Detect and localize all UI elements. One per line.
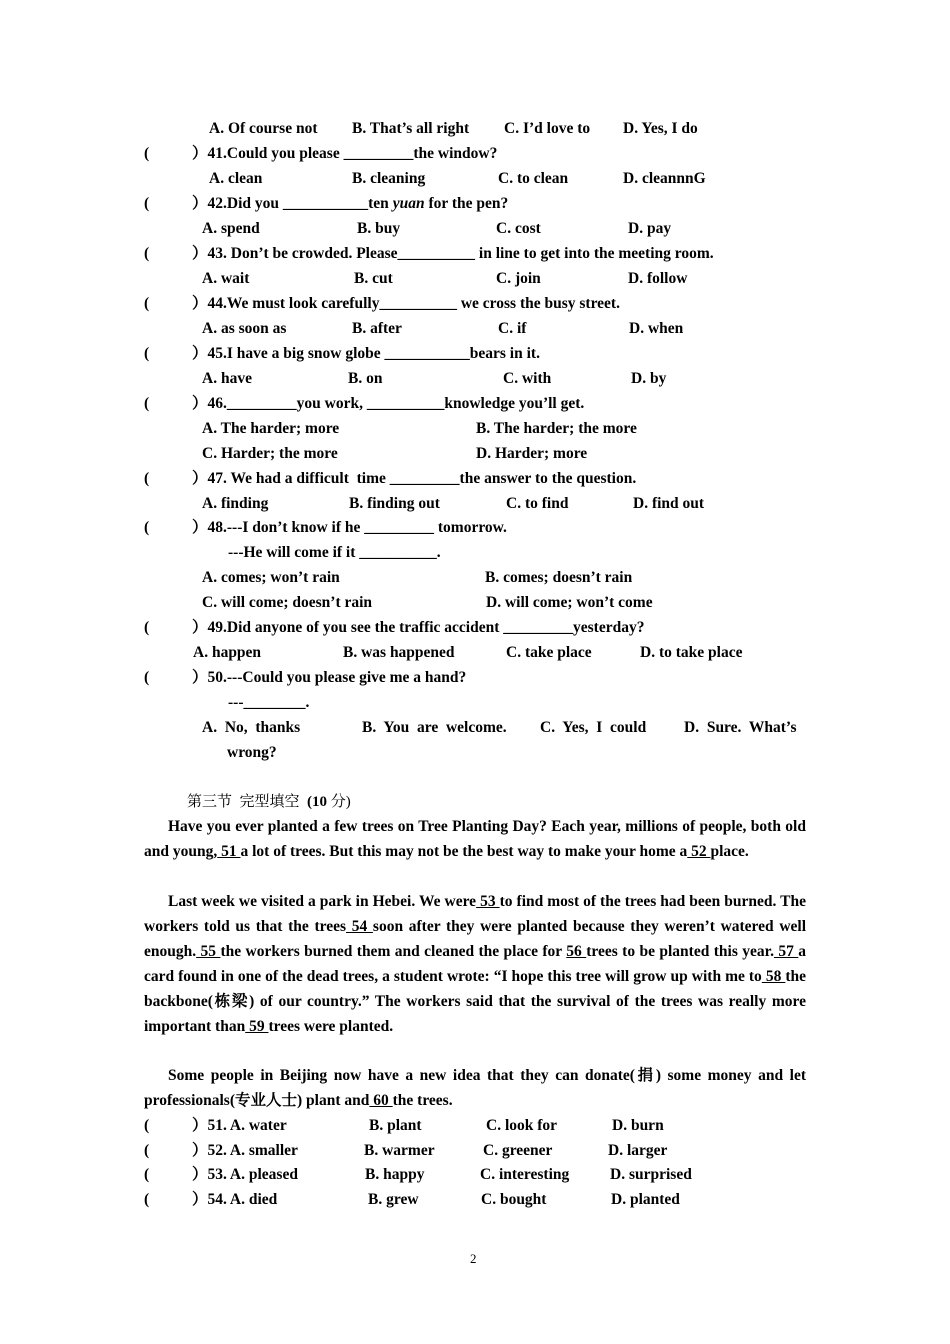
q52-option-b: B. warmer bbox=[364, 1142, 435, 1159]
q50-paren: ( bbox=[144, 669, 150, 686]
blank-54: 54 bbox=[346, 918, 373, 935]
q47-option-b: B. finding out bbox=[349, 495, 440, 512]
q42-option-b: B. buy bbox=[357, 220, 401, 237]
cloze-paragraph-2: Last week we visited a park in Hebei. We were 53 to find most of the trees had been burned. The workers told us that the trees 54 soon after they were planted because they weren’t watered well enough. 55 the workers burned them and cleaned the place for 56 trees to be planted this year. 57 a card found in one of the dead trees, a student wrote: “I hope this tree will grow up with me to 58 the backbone(栋梁) of our country.” The workers said that the survival of the trees was really more important than 59 trees were planted. bbox=[144, 893, 807, 1035]
q43-option-c: C. join bbox=[496, 270, 541, 287]
q40-option-a: A. Of course not bbox=[209, 120, 318, 137]
q46-option-d: D. Harder; more bbox=[476, 445, 588, 462]
q49-option-d: D. to take place bbox=[640, 644, 743, 661]
q54-paren: ( bbox=[144, 1191, 150, 1208]
blank-57: 57 bbox=[773, 943, 799, 960]
q46-option-c: C. Harder; the more bbox=[202, 445, 338, 462]
q50-option-c: C. Yes, I could bbox=[540, 719, 647, 736]
q42-stem: ）42.Did you ___________ten yuan for the pen? bbox=[192, 195, 509, 212]
q46-stem: ）46._________you work, __________knowledge you’ll get. bbox=[192, 395, 585, 412]
q40-option-c: C. I’d love to bbox=[504, 120, 591, 137]
q48-option-a: A. comes; won’t rain bbox=[202, 569, 340, 586]
q45-option-c: C. with bbox=[503, 370, 552, 387]
q41-option-a: A. clean bbox=[209, 170, 263, 187]
q49-option-c: C. take place bbox=[506, 644, 592, 661]
q53-paren: ( bbox=[144, 1166, 150, 1183]
q41-option-d: D. cleannnG bbox=[623, 170, 706, 187]
blank-59: 59 bbox=[245, 1018, 269, 1035]
q44-stem: ）44.We must look carefully__________ we cross the busy street. bbox=[192, 295, 620, 312]
q40-option-b: B. That’s all right bbox=[352, 120, 470, 137]
q51-option-b: B. plant bbox=[369, 1117, 422, 1134]
blank-60: 60 bbox=[369, 1092, 393, 1109]
q45-paren: ( bbox=[144, 345, 150, 362]
page-number: 2 bbox=[470, 1251, 477, 1266]
q46-paren: ( bbox=[144, 395, 150, 412]
q49-option-b: B. was happened bbox=[343, 644, 455, 661]
cloze-paragraph-3: Some people in Beijing now have a new idea that they can donate(捐) some money and let professionals(专业人士) plant and 60 the trees. bbox=[144, 1067, 806, 1109]
q48-paren: ( bbox=[144, 519, 150, 536]
q46-option-a: A. The harder; more bbox=[202, 420, 340, 437]
q41-stem: ）41.Could you please _________the window? bbox=[192, 145, 498, 162]
q47-option-c: C. to find bbox=[506, 495, 569, 512]
q44-option-b: B. after bbox=[352, 320, 402, 337]
q50-option-d-wrap: wrong? bbox=[227, 744, 277, 761]
q41-option-c: C. to clean bbox=[498, 170, 569, 187]
q42-option-d: D. pay bbox=[628, 220, 672, 237]
q52-paren: ( bbox=[144, 1142, 150, 1159]
q54-option-c: C. bought bbox=[481, 1191, 547, 1208]
q54-option-d: D. planted bbox=[611, 1191, 680, 1208]
q50-stem-2: ---________. bbox=[228, 694, 310, 711]
q42-option-c: C. cost bbox=[496, 220, 541, 237]
q51-option-d: D. burn bbox=[612, 1117, 664, 1134]
q44-option-a: A. as soon as bbox=[202, 320, 287, 337]
q44-option-c: C. if bbox=[498, 320, 527, 337]
q51-paren: ( bbox=[144, 1117, 150, 1134]
q42-option-a: A. spend bbox=[202, 220, 260, 237]
q41-paren: ( bbox=[144, 145, 150, 162]
q50-stem: ）50.---Could you please give me a hand? bbox=[192, 669, 467, 686]
q44-option-d: D. when bbox=[629, 320, 684, 337]
q53-option-d: D. surprised bbox=[610, 1166, 692, 1183]
blank-51: 51 bbox=[217, 843, 241, 860]
q48-option-b: B. comes; doesn’t rain bbox=[485, 569, 633, 586]
q54-option-a: ）54. A. died bbox=[192, 1191, 278, 1208]
q41-option-b: B. cleaning bbox=[352, 170, 426, 187]
q51-option-c: C. look for bbox=[486, 1117, 558, 1134]
q43-paren: ( bbox=[144, 245, 150, 262]
blank-52: 52 bbox=[687, 843, 711, 860]
q43-option-b: B. cut bbox=[354, 270, 393, 287]
q53-option-a: ）53. A. pleased bbox=[192, 1166, 298, 1183]
cloze-paragraph-1: Have you ever planted a few trees on Tree Planting Day? Each year, millions of people, both old and young, 51 a lot of trees. But this may not be the best way to make your home a 52 place. bbox=[144, 818, 806, 860]
q48-option-d: D. will come; won’t come bbox=[486, 594, 653, 611]
q47-stem: ）47. We had a difficult time _________the answer to the question. bbox=[192, 470, 637, 487]
q52-option-d: D. larger bbox=[608, 1142, 668, 1159]
q45-option-b: B. on bbox=[348, 370, 383, 387]
q45-option-a: A. have bbox=[202, 370, 252, 387]
q50-option-d: D. Sure. What’s bbox=[684, 719, 797, 736]
q43-stem: ）43. Don’t be crowded. Please__________ in line to get into the meeting room. bbox=[192, 245, 714, 262]
q53-option-b: B. happy bbox=[365, 1166, 425, 1183]
q49-option-a: A. happen bbox=[193, 644, 262, 661]
q43-option-a: A. wait bbox=[202, 270, 250, 287]
q45-option-d: D. by bbox=[631, 370, 667, 387]
q49-stem: ）49.Did anyone of you see the traffic accident _________yesterday? bbox=[192, 619, 645, 636]
q48-stem: ）48.---I don’t know if he _________ tomorrow. bbox=[192, 519, 507, 536]
q43-option-d: D. follow bbox=[628, 270, 688, 287]
q49-paren: ( bbox=[144, 619, 150, 636]
blank-55: 55 bbox=[196, 943, 221, 960]
q54-option-b: B. grew bbox=[368, 1191, 419, 1208]
q47-option-d: D. find out bbox=[633, 495, 705, 512]
blank-58: 58 bbox=[761, 968, 786, 985]
q45-stem: ）45.I have a big snow globe ___________bears in it. bbox=[192, 345, 540, 362]
q48-option-c: C. will come; doesn’t rain bbox=[202, 594, 373, 611]
q40-option-d: D. Yes, I do bbox=[623, 120, 698, 137]
q48-stem-2: ---He will come if it __________. bbox=[228, 544, 441, 561]
q50-option-a: A. No, thanks bbox=[202, 719, 301, 736]
q52-option-c: C. greener bbox=[483, 1142, 553, 1159]
q51-option-a: ）51. A. water bbox=[192, 1117, 287, 1134]
q44-paren: ( bbox=[144, 295, 150, 312]
q47-option-a: A. finding bbox=[202, 495, 269, 512]
blank-53: 53 bbox=[476, 893, 500, 910]
section-heading: 第三节 完型填空 (10 分) bbox=[187, 794, 351, 810]
q50-option-b: B. You are welcome. bbox=[362, 719, 507, 736]
blank-56: 56 bbox=[566, 943, 587, 960]
q53-option-c: C. interesting bbox=[480, 1166, 570, 1183]
q47-paren: ( bbox=[144, 470, 150, 487]
q52-option-a: ）52. A. smaller bbox=[192, 1142, 298, 1159]
q46-option-b: B. The harder; the more bbox=[476, 420, 637, 437]
q42-paren: ( bbox=[144, 195, 150, 212]
